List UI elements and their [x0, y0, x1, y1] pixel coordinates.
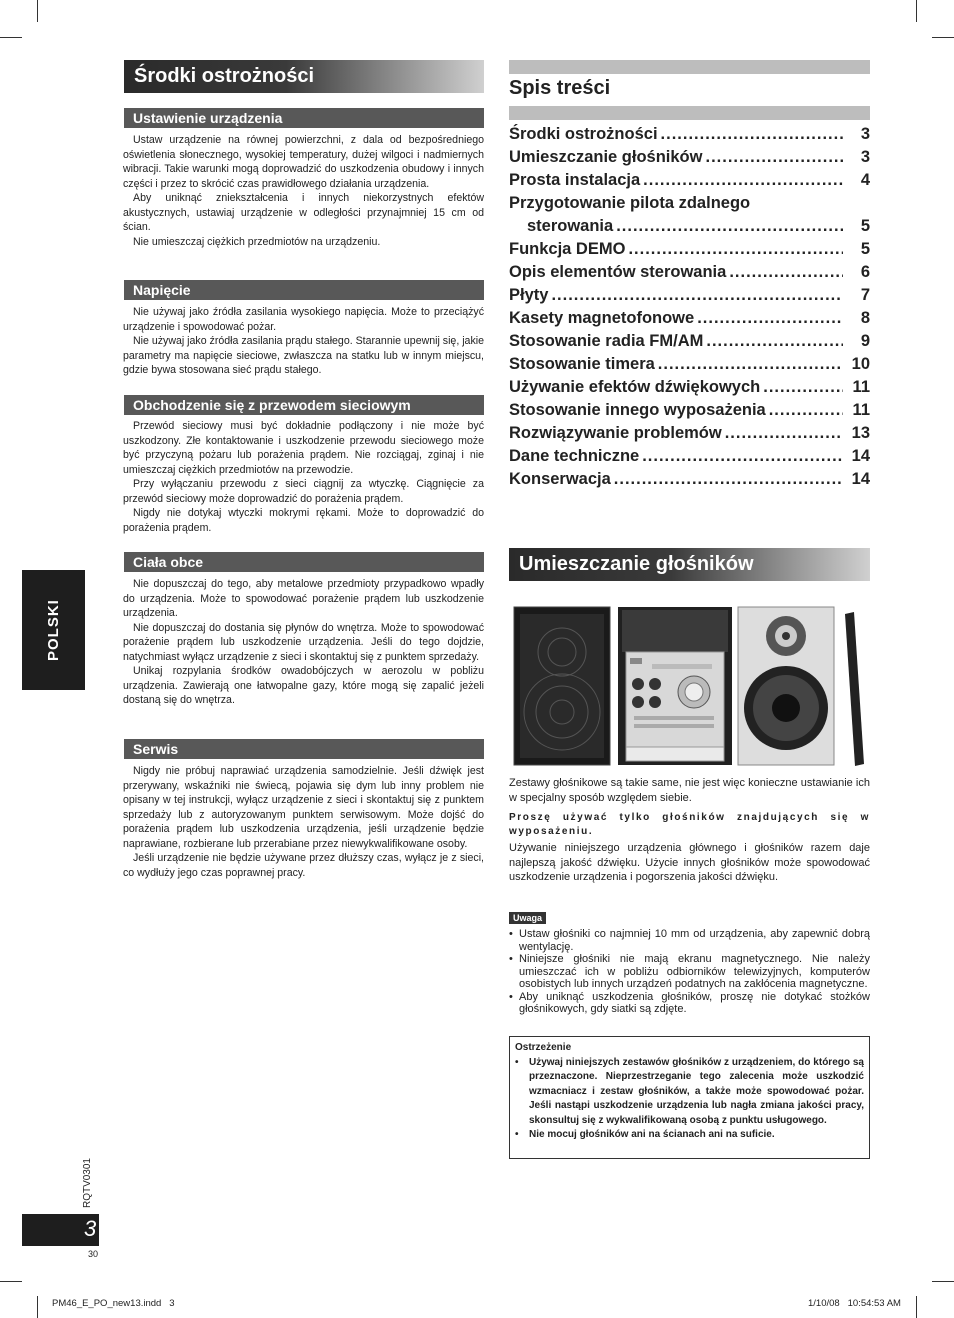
paragraph: Przewód sieciowy musi być dokładnie podłączony i nie może być uszkodzony. Złe kontaktowanie i uszkodzenie przewodu sieciowego może być przyczyną pożaru lub porażenia prądem. Nie rozciągaj, zginaj i nie umieszczaj ciężkich przedmiotów na przewodzie. — [123, 420, 484, 476]
service-text — [123, 764, 484, 880]
paragraph: Aby uniknąć zniekształcenia i innych niekorzystnych efektów akustycznych, ustawiaj urządzenie w odległości przynajmniej 15 cm od ścian. — [123, 192, 484, 233]
system-illustration — [512, 604, 867, 768]
toc-entry-title: Płyty — [509, 286, 549, 304]
paragraph: Unikaj rozpylania środków owadobójczych w aerozolu w pobliżu urządzenia. Zawierają one łatwopalne gazy, które mogą się zapalić jeżeli dostaną się do wnętrza. — [123, 665, 484, 706]
paragraph: Jeśli urządzenie nie będzie używane przez dłuższy czas, wyłącz je z sieci, co wydłuży jego czas poprawnej pracy. — [123, 852, 484, 879]
paragraph: Zestawy głośnikowe są takie same, nie jest więc konieczne ustawianie ich w specjalny sposób względem siebie. — [509, 777, 870, 804]
toc-entry-page: 14 — [851, 470, 870, 488]
toc-entry[interactable] — [509, 470, 870, 493]
toc-entry[interactable] — [509, 447, 870, 470]
paragraph: Nigdy nie dotykaj wtyczki mokrymi rękami. Może to doprowadzić do porażenia prądem. — [123, 507, 484, 534]
toc-entry-title: Środki ostrożności — [509, 125, 658, 143]
toc-entry[interactable] — [509, 125, 870, 148]
paragraph-bold: Proszę używać tylko głośników znajdujących się w wyposażeniu. — [509, 812, 870, 837]
toc-list — [509, 125, 870, 493]
toc-entry-page: 3 — [860, 125, 870, 143]
toc-entry-title: Opis elementów sterowania — [509, 263, 727, 281]
toc-entry-title: Funkcja DEMO — [509, 240, 626, 258]
crop-mark — [916, 1296, 917, 1318]
crop-mark — [916, 0, 917, 22]
toc-entry-title: Stosowanie radia FM/AM — [509, 332, 704, 350]
speakers-text — [509, 776, 870, 885]
toc-entry-page: 11 — [852, 378, 870, 396]
paragraph: Nie używaj jako źródła zasilania wysokiego napięcia. Może to przeciążyć urządzenie i spowodować pożar. — [123, 306, 484, 333]
toc-bottom-rule — [509, 106, 870, 120]
placement-text — [123, 133, 484, 249]
warning-item: • Nie mocuj głośników ani na ścianach ani na suficie. — [515, 1128, 864, 1143]
crop-mark — [37, 1296, 38, 1318]
page-number: 3 — [84, 1216, 97, 1241]
toc-title: Spis treści — [509, 77, 611, 99]
toc-entry[interactable] — [509, 171, 870, 194]
language-side-tab-label: POLSKI — [45, 599, 62, 661]
toc-entry-title: Prosta instalacja — [509, 171, 641, 189]
foreign-objects-text — [123, 577, 484, 708]
subheading-voltage: Napięcie — [124, 280, 484, 300]
toc-entry-page: 13 — [851, 424, 870, 442]
speakers-title: Umieszczanie głośników — [509, 548, 870, 581]
footer-file: PM46_E_PO_new13.indd 3 — [52, 1298, 175, 1309]
toc-entry-page: 8 — [860, 309, 870, 327]
crop-mark — [0, 37, 22, 38]
crop-mark — [0, 1281, 22, 1282]
toc-entry[interactable] — [509, 286, 870, 309]
subheading-foreign-objects: Ciała obce — [124, 552, 484, 572]
toc-entry-page: 10 — [851, 355, 870, 373]
note-item: • Ustaw głośniki co najmniej 10 mm od urządzenia, aby zapewnić dobrą wentylację. — [509, 928, 870, 953]
toc-entry[interactable] — [509, 240, 870, 263]
toc-entry-page: 5 — [860, 240, 870, 258]
crop-mark — [37, 0, 38, 22]
notes — [509, 928, 870, 1016]
subheading-service: Serwis — [124, 739, 484, 759]
toc-entry-page: 7 — [860, 286, 870, 304]
toc-entry[interactable] — [509, 263, 870, 286]
paragraph: Nie umieszczaj ciężkich przedmiotów na urządzeniu. — [133, 235, 381, 248]
toc-entry[interactable] — [509, 424, 870, 447]
paragraph: Przy wyłączaniu przewodu z sieci ciągnij za wtyczkę. Ciągnięcie za przewód sieciowy może doprowadzić do porażenia prądem. — [123, 478, 484, 505]
paragraph: Nie używaj jako źródła zasilania prądu stałego. Starannie upewnij się, jakie parametry ma napięcie sieciowe, zwłaszcza na statku lub w innym miejscu, gdzie bywa stosowana sieć prądu stałego. — [123, 335, 484, 376]
toc-entry[interactable] — [509, 401, 870, 424]
warning-box — [509, 1036, 870, 1159]
warning-item: • Używaj niniejszych zestawów głośników z urządzeniem, do którego są przeznaczone. Nieprzestrzeganie tego zalecenia może uszkodzić wzmacniacz i zestaw głośników, a także może spowodować pożar. Jeśli nastąpi uszkodzenie urządzenia lub nagła zmiana jakości pracy, skonsultuj się z wykwalifikowaną osobą z punktu usługowego. — [515, 1056, 864, 1129]
precautions-title: Środki ostrożności — [124, 60, 484, 93]
toc-entry-page: 4 — [860, 171, 870, 189]
paragraph: Nie dopuszczaj do dostania się płynów do wnętrza. Może to spowodować porażenie prądem lub uszkodzenie urządzenia. Jeśli do tego dojdzie, natychmiast wyłącz urządzenie z sieci i skontaktuj się z punktem sprzedaży. — [123, 621, 484, 663]
subheading-power-cord: Obchodzenie się z przewodem sieciowym — [124, 395, 484, 415]
toc-entry-title: sterowania — [527, 217, 614, 235]
toc-entry[interactable] — [509, 378, 870, 401]
toc-entry-page: 3 — [860, 148, 870, 166]
toc-entry-title: Dane techniczne — [509, 447, 640, 465]
page-sub-number: 30 — [88, 1249, 99, 1259]
toc-entry-title: Stosowanie innego wyposażenia — [509, 401, 766, 419]
warning-title: Ostrzeżenie — [515, 1042, 572, 1053]
toc-top-rule — [509, 60, 870, 74]
crop-mark — [932, 37, 954, 38]
toc-entry-title: Umieszczanie głośników — [509, 148, 703, 166]
note-item: • Niniejsze głośniki nie mają ekranu magnetycznego. Nie należy umieszczać ich w pobliżu odbiorników telewizyjnych, komputerów osobistych lub innych urządzeń podatnych na zakłócenia magnetyczne. — [509, 953, 870, 991]
paragraph: Nie dopuszczaj do tego, aby metalowe przedmioty przypadkowo wpadły do urządzenia. Może to spowodować porażenie prądem lub uszkodzenie urządzenia. — [123, 578, 484, 619]
paragraph: Używanie niniejszego urządzenia głównego i głośników razem daje najlepszą jakość dźwięku. Użycie innych głośników może spowodować uszkodzenie urządzenia i pogorszenia jakości dźwięku. — [509, 842, 870, 883]
toc-entry-page: 5 — [860, 217, 870, 235]
toc-entry-page: 11 — [852, 401, 870, 419]
toc-entry-title: Przygotowanie pilota zdalnego — [509, 194, 751, 212]
toc-entry[interactable] — [509, 194, 870, 217]
crop-mark — [932, 1281, 954, 1282]
toc-entry-page: 9 — [860, 332, 870, 350]
toc-entry-title: Rozwiązywanie problemów — [509, 424, 722, 442]
toc-entry[interactable] — [509, 309, 870, 332]
voltage-text — [123, 305, 484, 378]
toc-entry[interactable] — [509, 332, 870, 355]
footer-date: 1/10/08 10:54:53 AM — [808, 1298, 901, 1309]
toc-entry[interactable] — [509, 148, 870, 171]
note-item: • Aby uniknąć uszkodzenia głośników, proszę nie dotykać stożków głośnikowych, gdy siatki są zdjęte. — [509, 991, 870, 1016]
note-label: Uwaga — [509, 912, 546, 924]
doc-code: RQTV0301 — [82, 1158, 93, 1209]
paragraph: Ustaw urządzenie na równej powierzchni, z dala od bezpośredniego oświetlenia słonecznego, wysokiej temperatury, dużej wilgoci i nadmiernych wibracji. Takie warunki mogą doprowadzić do uszkodzenia obudowy i innych części i przez to skrócić czas prawidłowego działania urządzenia. — [123, 134, 484, 190]
toc-entry[interactable] — [509, 217, 870, 240]
toc-entry[interactable] — [509, 355, 870, 378]
paragraph: Nigdy nie próbuj naprawiać urządzenia samodzielnie. Jeśli dźwięk jest przerywany, wskaźniki nie świecą, pojawia się dym lub inny problem nie opisany w tej instrukcji, wyłącz urządzenie z sieci i skontaktuj się z punktem sprzedaży lub z autoryzowanym punktem serwisowym. Może dojść do porażenia prądem lub uszkodzenia urządzenia, jeśli urządzenie będzie naprawiane, rozbierane lub przerabiane przez niewykwalifikowane osoby. — [123, 765, 484, 850]
subheading-placement: Ustawienie urządzenia — [124, 108, 484, 128]
toc-entry-page: 6 — [860, 263, 870, 281]
power-cord-text — [123, 419, 484, 535]
toc-entry-title: Używanie efektów dźwiękowych — [509, 378, 761, 396]
toc-entry-page: 14 — [851, 447, 870, 465]
toc-entry-title: Konserwacja — [509, 470, 611, 488]
toc-entry-title: Kasety magnetofonowe — [509, 309, 695, 327]
toc-entry-title: Stosowanie timera — [509, 355, 655, 373]
